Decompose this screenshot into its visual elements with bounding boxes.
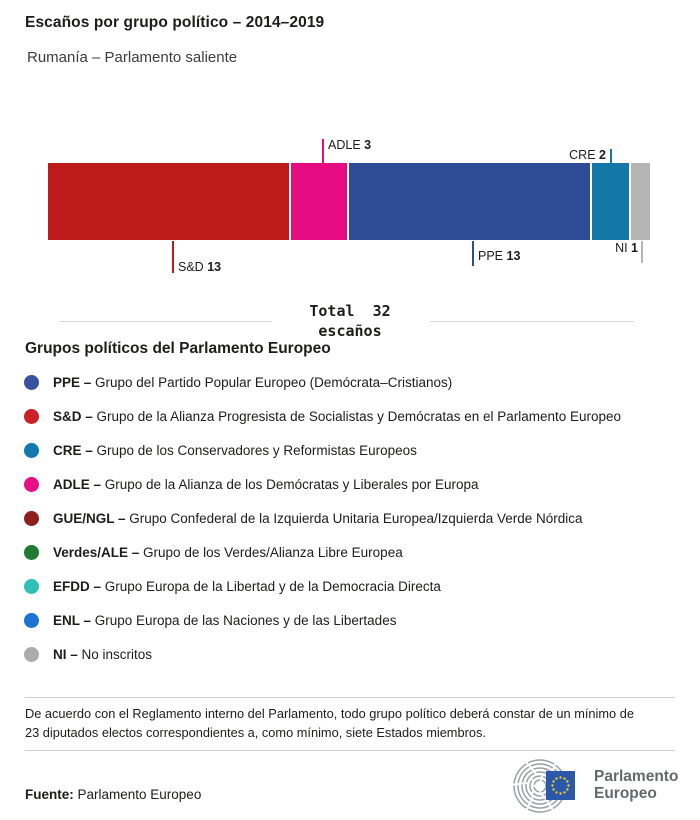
source-line — [25, 787, 201, 802]
legend-color-dot — [24, 409, 39, 424]
callout-group: CRE — [569, 148, 596, 162]
source-value: Parlamento Europeo — [73, 787, 202, 802]
legend-heading: Grupos políticos del Parlamento Europeo — [25, 340, 331, 357]
bar-segment-ni — [631, 163, 650, 240]
ep-logo — [506, 756, 678, 814]
legend-color-dot — [24, 613, 39, 628]
bar-segment-cre — [592, 163, 629, 240]
footnote-divider-top — [25, 697, 675, 698]
legend-color-dot — [24, 477, 39, 492]
total-divider-right — [430, 321, 634, 322]
callout-line-ppe — [472, 241, 474, 266]
legend-label: PPE – Grupo del Partido Popular Europeo (Demócrata–Cristianos) — [53, 374, 453, 390]
legend-label: EFDD – Grupo Europa de la Libertad y de la Democracia Directa — [53, 578, 441, 594]
legend-color-dot — [24, 443, 39, 458]
legend-item-adle — [24, 467, 684, 501]
legend-label: NI – No inscritos — [53, 646, 153, 662]
callout-line-ni — [641, 241, 643, 263]
bar-segment-adle — [291, 163, 347, 240]
callout-seats: 3 — [364, 138, 372, 152]
callout-group: S&D — [178, 260, 204, 274]
footnote-text: De acuerdo con el Reglamento interno del Parlamento, todo grupo político deberá constar de un mínimo de 23 diputados electos correspondientes a, como mínimo, siete Estados miembros. — [25, 706, 634, 740]
legend-color-dot — [24, 375, 39, 390]
footnote-divider-bottom — [25, 750, 675, 751]
callout-seats: 2 — [599, 148, 606, 162]
legend-item-cre — [24, 433, 684, 467]
legend-color-dot — [24, 511, 39, 526]
legend-color-dot — [24, 579, 39, 594]
ep-logo-text — [594, 768, 678, 802]
bar-segment-ppe — [349, 163, 590, 240]
legend-item-ni — [24, 637, 684, 671]
legend-color-dot — [24, 647, 39, 662]
callout-seats: 13 — [506, 249, 521, 263]
callout-label-adle — [328, 138, 371, 152]
bar-segment-s-d — [48, 163, 289, 240]
callout-label-ppe — [478, 249, 520, 263]
callout-line-sd — [172, 241, 174, 273]
legend-label: Verdes/ALE – Grupo de los Verdes/Alianza Libre Europea — [53, 544, 403, 560]
legend-label: ADLE – Grupo de la Alianza de los Demócratas y Liberales por Europa — [53, 476, 479, 492]
stacked-bar — [48, 163, 650, 240]
callout-group: NI — [615, 241, 628, 255]
callout-seats: 13 — [207, 260, 222, 274]
callout-seats: 1 — [631, 241, 638, 255]
callout-line-cre — [610, 149, 612, 163]
callout-label-cre — [569, 148, 606, 162]
legend-color-dot — [24, 545, 39, 560]
legend-label: S&D – Grupo de la Alianza Progresista de Socialistas y Demócratas en el Parlamento Europeo — [53, 408, 622, 424]
legend-item-verdes-ale — [24, 535, 684, 569]
legend-item-efdd — [24, 569, 684, 603]
total-line2: escaños — [318, 322, 382, 340]
ep-hemicycle-flag-icon — [506, 756, 590, 814]
page-title: Escaños por grupo político – 2014–2019 — [25, 14, 325, 31]
source-label: Fuente: — [25, 787, 74, 802]
legend-item-enl — [24, 603, 684, 637]
callout-label-sd — [178, 260, 221, 274]
total-seats — [280, 301, 420, 341]
callout-line-adle — [322, 139, 324, 163]
callout-group: PPE — [478, 249, 504, 263]
callout-group: ADLE — [328, 138, 361, 152]
legend-item-s-d — [24, 399, 684, 433]
ep-logo-line2: Europeo — [594, 785, 657, 802]
legend-label: GUE/NGL – Grupo Confederal de la Izquierda Unitaria Europea/Izquierda Verde Nórdica — [53, 510, 583, 526]
legend-label: ENL – Grupo Europa de las Naciones y de las Libertades — [53, 612, 397, 628]
eu-flag — [546, 771, 575, 800]
legend-list — [24, 365, 684, 671]
legend-item-gue-ngl — [24, 501, 684, 535]
callout-label-ni — [615, 241, 638, 255]
ep-logo-line1: Parlamento — [594, 768, 679, 785]
legend-item-ppe — [24, 365, 684, 399]
legend-label: CRE – Grupo de los Conservadores y Reformistas Europeos — [53, 442, 417, 458]
page-subtitle: Rumanía – Parlamento saliente — [27, 49, 238, 66]
total-divider-left — [60, 321, 272, 322]
total-line1: Total 32 — [309, 302, 391, 320]
